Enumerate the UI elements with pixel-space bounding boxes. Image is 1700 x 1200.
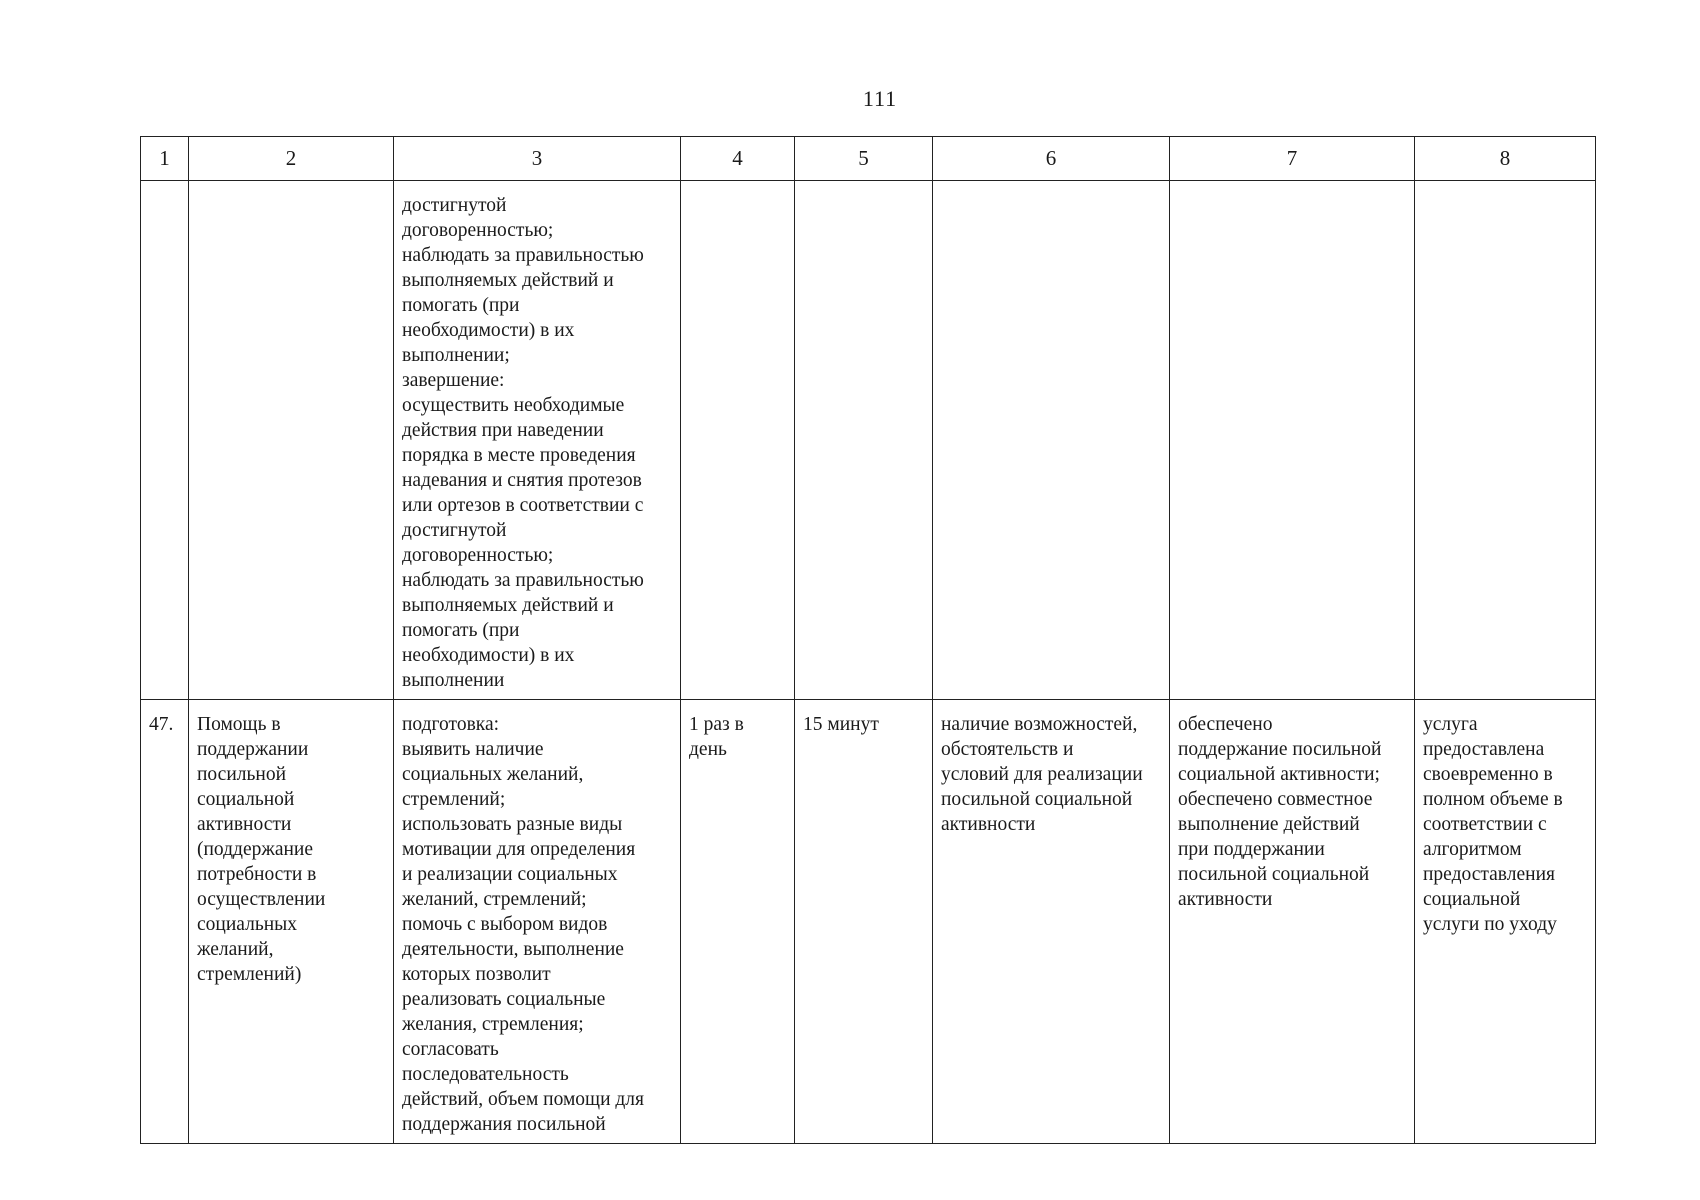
cell-text-line: потребности в [197, 864, 317, 885]
cell-text-line: наблюдать за правильностью [402, 570, 644, 591]
cell-text-line: помочь с выбором видов [402, 914, 608, 935]
column-header-5: 5 [795, 137, 933, 181]
cell-text-line: день [689, 739, 727, 760]
cell-text-line: осуществлении [197, 889, 326, 910]
cell-text-line: помогать (при [402, 295, 520, 316]
cell-text-line: договоренностью; [402, 545, 554, 566]
cell-text-line: обстоятельств и [941, 739, 1074, 760]
cell-text-line: стремлений; [402, 789, 506, 810]
cell-text-line: стремлений) [197, 964, 302, 985]
cell-text-line: договоренностью; [402, 220, 554, 241]
cell-text-line: выполняемых действий и [402, 595, 614, 616]
cell-text-line: Помощь в [197, 714, 281, 735]
cell-text-line: социальных [197, 914, 298, 935]
cell-text-line: поддержании [197, 739, 309, 760]
cell-text-line: социальной [1423, 889, 1521, 910]
cell-text-line: последовательность [402, 1064, 569, 1085]
cell-text-line: желания, стремления; [402, 1014, 584, 1035]
cell-text-line: посильной социальной [1178, 864, 1370, 885]
cell-duration [795, 181, 933, 700]
cell-text-line: выполнении; [402, 345, 510, 366]
cell-conditions [933, 700, 1170, 1144]
cell-text-line: обеспечено совместное [1178, 789, 1373, 810]
cell-text-line: поддержания посильной [402, 1114, 606, 1135]
cell-text-line: мотивации для определения [402, 839, 636, 860]
cell-text-line: услуга [1423, 714, 1478, 735]
cell-text-line: реализовать социальные [402, 989, 606, 1010]
cell-text-line: выполнение действий [1178, 814, 1360, 835]
cell-text-line: социальной активности; [1178, 764, 1380, 785]
cell-frequency [681, 700, 795, 1144]
cell-text-line: предоставления [1423, 864, 1555, 885]
cell-text-line: действия при наведении [402, 420, 604, 441]
column-header-6: 6 [933, 137, 1170, 181]
column-header-1: 1 [141, 137, 189, 181]
cell-text-line: предоставлена [1423, 739, 1545, 760]
cell-text-line: (поддержание [197, 839, 314, 860]
cell-text-line: активности [941, 814, 1036, 835]
cell-result [1170, 700, 1415, 1144]
cell-text-line: выявить наличие [402, 739, 544, 760]
cell-text-line: действий, объем помощи для [402, 1089, 645, 1110]
cell-service-name [189, 181, 394, 700]
table-row-continuation [141, 181, 1596, 700]
cell-service-content [394, 700, 681, 1144]
column-header-2: 2 [189, 137, 394, 181]
cell-text-line: достигнутой [402, 195, 507, 216]
column-header-4: 4 [681, 137, 795, 181]
cell-text-line: необходимости) в их [402, 320, 575, 341]
cell-duration [795, 700, 933, 1144]
cell-text-line: выполняемых действий и [402, 270, 614, 291]
cell-text-line: социальных желаний, [402, 764, 584, 785]
cell-text-line: необходимости) в их [402, 645, 575, 666]
cell-text-line: активности [197, 814, 292, 835]
cell-text-line: использовать разные виды [402, 814, 623, 835]
cell-service-content [394, 181, 681, 700]
cell-text-line: выполнении [402, 670, 505, 691]
cell-number: 47. [141, 700, 189, 1144]
cell-text-line: желаний, стремлений; [402, 889, 587, 910]
cell-text-line: услуги по уходу [1423, 914, 1557, 935]
cell-number [141, 181, 189, 700]
cell-text-line: наличие возможностей, [941, 714, 1138, 735]
table-header-row [141, 137, 1596, 181]
cell-text-line: завершение: [402, 370, 505, 391]
cell-text-line: помогать (при [402, 620, 520, 641]
cell-text-line: подготовка: [402, 714, 500, 735]
cell-text-line: своевременно в [1423, 764, 1553, 785]
cell-result [1170, 181, 1415, 700]
cell-text-line: достигнутой [402, 520, 507, 541]
cell-text-line: осуществить необходимые [402, 395, 625, 416]
cell-service-name [189, 700, 394, 1144]
cell-text-line: полном объеме в [1423, 789, 1563, 810]
cell-text-line: алгоритмом [1423, 839, 1522, 860]
cell-text-line: согласовать [402, 1039, 499, 1060]
cell-text-line: посильной социальной [941, 789, 1133, 810]
cell-text-line: при поддержании [1178, 839, 1325, 860]
cell-text-line: которых позволит [402, 964, 551, 985]
cell-text-line: 15 минут [803, 714, 879, 735]
cell-frequency [681, 181, 795, 700]
column-header-3: 3 [394, 137, 681, 181]
column-header-7: 7 [1170, 137, 1415, 181]
cell-text-line: обеспечено [1178, 714, 1273, 735]
cell-text-line: соответствии с [1423, 814, 1547, 835]
page-number: 111 [862, 86, 898, 111]
cell-conditions [933, 181, 1170, 700]
cell-text-line: желаний, [197, 939, 274, 960]
cell-assessment [1415, 700, 1596, 1144]
cell-text-line: посильной [197, 764, 287, 785]
cell-text-line: наблюдать за правильностью [402, 245, 644, 266]
cell-text-line: деятельности, выполнение [402, 939, 624, 960]
cell-text-line: или ортезов в соответствии с [402, 495, 644, 516]
cell-text-line: социальной [197, 789, 295, 810]
cell-text-line: надевания и снятия протезов [402, 470, 642, 491]
cell-text-line: поддержание посильной [1178, 739, 1382, 760]
cell-assessment [1415, 181, 1596, 700]
cell-text-line: условий для реализации [941, 764, 1143, 785]
table-row-47 [141, 700, 1596, 1144]
cell-text-line: 1 раз в [689, 714, 744, 735]
cell-text-line: активности [1178, 889, 1273, 910]
services-table [140, 136, 1596, 1144]
cell-text-line: порядка в месте проведения [402, 445, 636, 466]
column-header-8: 8 [1415, 137, 1596, 181]
cell-text-line: и реализации социальных [402, 864, 618, 885]
